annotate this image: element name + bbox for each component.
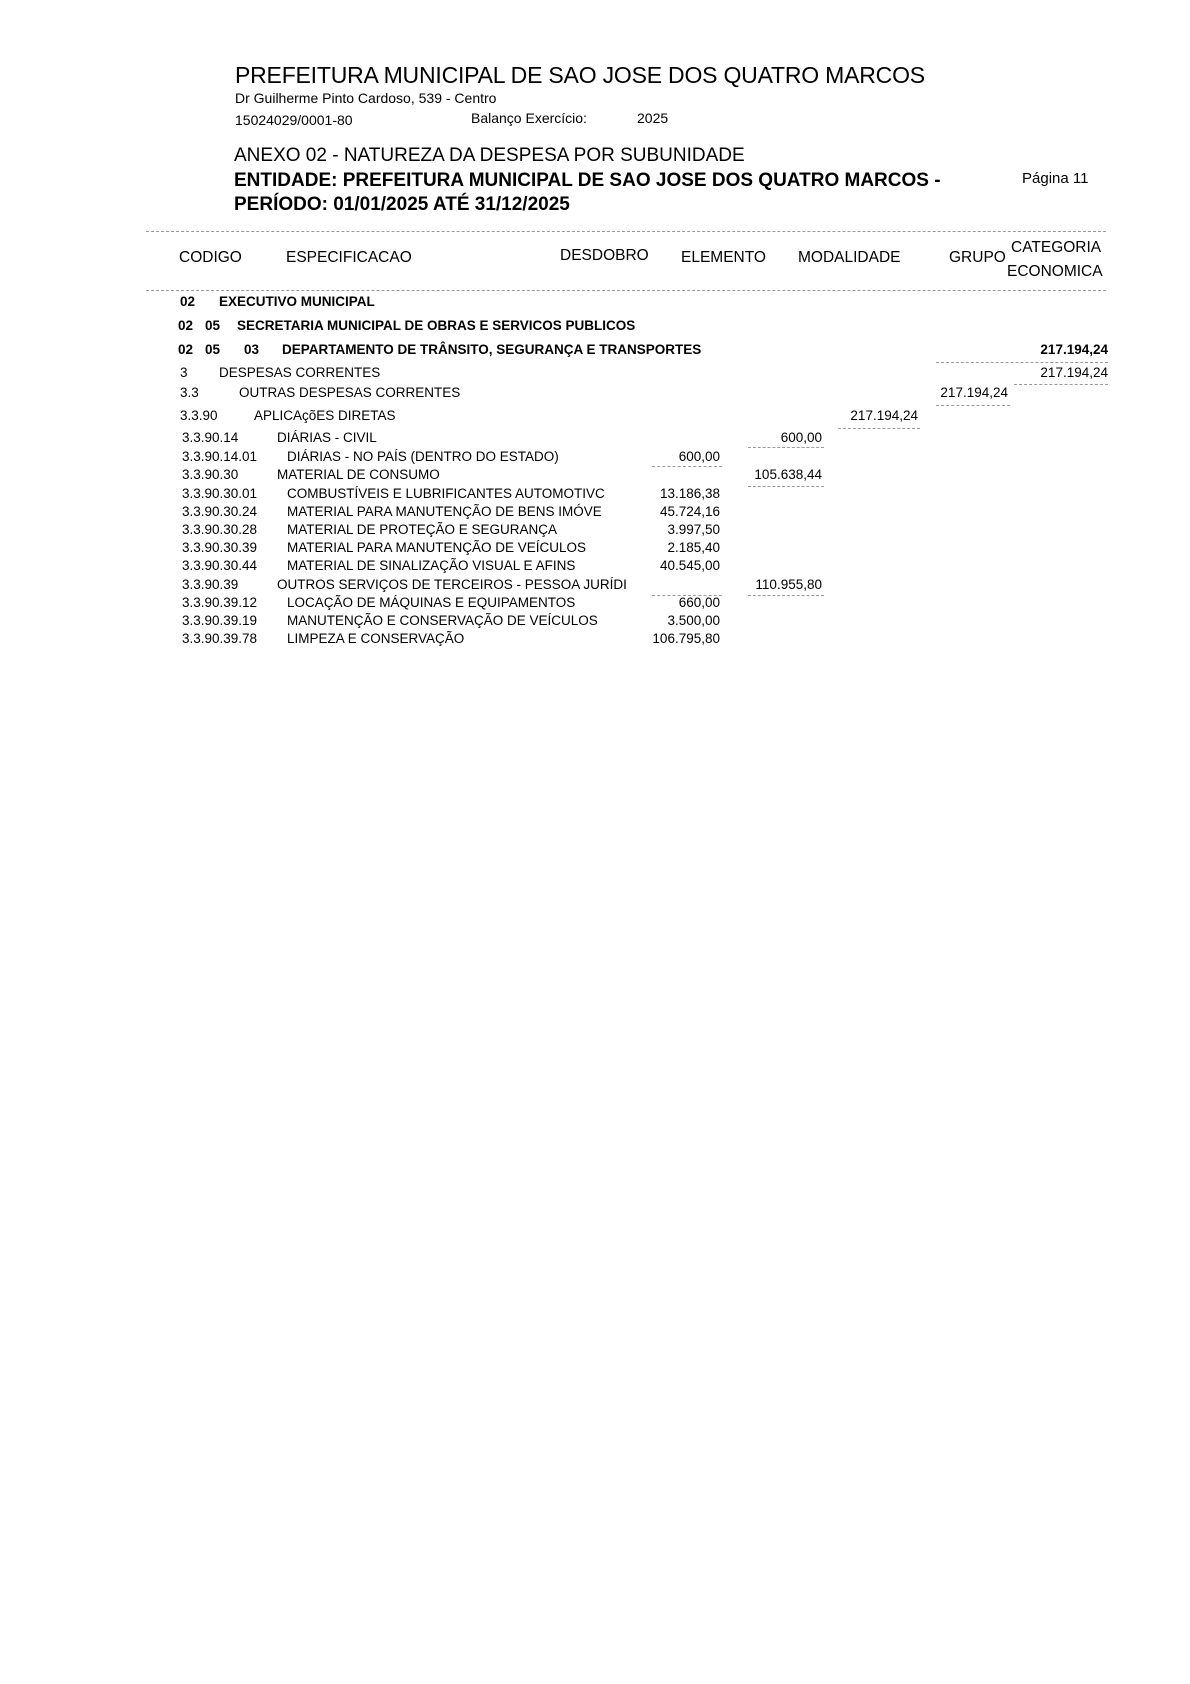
unidade-name: SECRETARIA MUNICIPAL DE OBRAS E SERVICOS PUBLICOS: [237, 318, 636, 333]
orgao-name: EXECUTIVO MUNICIPAL: [219, 294, 375, 309]
servicos-78-value: 106.795,80: [652, 631, 720, 646]
col-desdobro: DESDOBRO: [560, 247, 649, 264]
header-bottom-divider: [146, 290, 1106, 291]
material-01-name: COMBUSTÍVEIS E LUBRIFICANTES AUTOMOTIVC: [287, 486, 605, 501]
modalidade-name: APLICAçõES DIRETAS: [254, 408, 396, 423]
servicos-value: 110.955,80: [755, 577, 822, 592]
material-44-name: MATERIAL DE SINALIZAÇÃO VISUAL E AFINS: [287, 558, 576, 573]
unidade-code-2: 05: [205, 318, 221, 333]
material-44-code: 3.3.90.30.44: [182, 558, 258, 573]
material-39-name: MATERIAL PARA MANUTENÇÃO DE VEÍCULOS: [287, 540, 587, 555]
servicos-12-code: 3.3.90.39.12: [182, 595, 258, 610]
col-categoria: CATEGORIA: [1011, 239, 1102, 256]
material-divider-top: [652, 466, 722, 467]
material-44-value: 40.545,00: [659, 558, 720, 573]
col-grupo: GRUPO: [949, 249, 1006, 266]
servicos-19-code: 3.3.90.39.19: [182, 613, 258, 628]
material-name: MATERIAL DE CONSUMO: [277, 467, 440, 482]
material-24-value: 45.724,16: [659, 504, 720, 519]
servicos-divider: [748, 595, 824, 596]
categoria-divider: [936, 362, 1108, 363]
col-economica: ECONOMICA: [1007, 263, 1103, 280]
diarias-divider: [838, 428, 920, 429]
subunidade-code-3: 03: [244, 342, 260, 357]
subunidade-code-1: 02: [178, 342, 194, 357]
categoria-name: DESPESAS CORRENTES: [219, 365, 381, 380]
grupo-divider: [1014, 384, 1108, 385]
material-39-code: 3.3.90.30.39: [182, 540, 258, 555]
categoria-value: 217.194,24: [1040, 365, 1108, 380]
servicos-name: OUTROS SERVIÇOS DE TERCEIROS - PESSOA JURÍDI: [277, 577, 627, 592]
material-code: 3.3.90.30: [182, 467, 239, 482]
diarias-01-name: DIÁRIAS - NO PAÍS (DENTRO DO ESTADO): [287, 449, 559, 464]
period-line: PERÍODO: 01/01/2025 ATÉ 31/12/2025: [234, 194, 570, 215]
material-39-value: 2.185,40: [667, 540, 720, 555]
col-codigo: CODIGO: [179, 249, 242, 266]
categoria-code: 3: [180, 365, 188, 380]
servicos-19-name: MANUTENÇÃO E CONSERVAÇÃO DE VEÍCULOS: [287, 613, 598, 628]
page-title: PREFEITURA MUNICIPAL DE SAO JOSE DOS QUATRO MARCOS: [235, 62, 925, 88]
diarias-01-value: 600,00: [678, 449, 720, 464]
material-value: 105.638,44: [754, 467, 822, 482]
material-divider: [748, 486, 824, 487]
unidade-code-1: 02: [178, 318, 194, 333]
material-24-name: MATERIAL PARA MANUTENÇÃO DE BENS IMÓVE: [287, 504, 602, 519]
diarias-value: 600,00: [780, 430, 822, 445]
grupo-name: OUTRAS DESPESAS CORRENTES: [239, 385, 461, 400]
balanco-label: Balanço Exercício:: [471, 110, 587, 126]
diarias-name: DIÁRIAS - CIVIL: [277, 430, 377, 445]
diarias-01-code: 3.3.90.14.01: [182, 449, 258, 464]
material-28-code: 3.3.90.30.28: [182, 522, 258, 537]
grupo-code: 3.3: [180, 385, 199, 400]
col-modalidade: MODALIDADE: [798, 249, 901, 266]
col-elemento: ELEMENTO: [681, 249, 766, 266]
servicos-19-value: 3.500,00: [667, 613, 720, 628]
cnpj: 15024029/0001-80: [235, 112, 353, 128]
material-24-code: 3.3.90.30.24: [182, 504, 258, 519]
col-especificacao: ESPECIFICACAO: [286, 249, 412, 266]
servicos-78-name: LIMPEZA E CONSERVAÇÃO: [287, 631, 465, 646]
address: Dr Guilherme Pinto Cardoso, 539 - Centro: [235, 90, 497, 106]
modalidade-code: 3.3.90: [180, 408, 218, 423]
subunidade-code-2: 05: [205, 342, 221, 357]
subunidade-name: DEPARTAMENTO DE TRÂNSITO, SEGURANÇA E TRANSPORTES: [282, 342, 702, 357]
diarias-code: 3.3.90.14: [182, 430, 239, 445]
modalidade-value: 217.194,24: [850, 408, 918, 423]
servicos-12-value: 660,00: [678, 595, 720, 610]
material-01-code: 3.3.90.30.01: [182, 486, 258, 501]
header-top-divider: [146, 231, 1106, 232]
modalidade-divider: [936, 405, 1010, 406]
servicos-78-code: 3.3.90.39.78: [182, 631, 258, 646]
servicos-code: 3.3.90.39: [182, 577, 239, 592]
material-01-value: 13.186,38: [659, 486, 720, 501]
diarias-01-divider: [748, 447, 824, 448]
grupo-value: 217.194,24: [940, 385, 1008, 400]
material-28-name: MATERIAL DE PROTEÇÃO E SEGURANÇA: [287, 522, 558, 537]
page-number: Página 11: [1022, 170, 1089, 187]
annex-title: ANEXO 02 - NATUREZA DA DESPESA POR SUBUNIDADE: [234, 145, 745, 166]
entity-line: ENTIDADE: PREFEITURA MUNICIPAL DE SAO JOSE DOS QUATRO MARCOS -: [234, 170, 941, 191]
subunidade-total: 217.194,24: [1040, 342, 1108, 357]
servicos-12-name: LOCAÇÃO DE MÁQUINAS E EQUIPAMENTOS: [287, 595, 576, 610]
exercise-year: 2025: [637, 110, 669, 126]
material-28-value: 3.997,50: [667, 522, 720, 537]
orgao-code: 02: [180, 294, 196, 309]
